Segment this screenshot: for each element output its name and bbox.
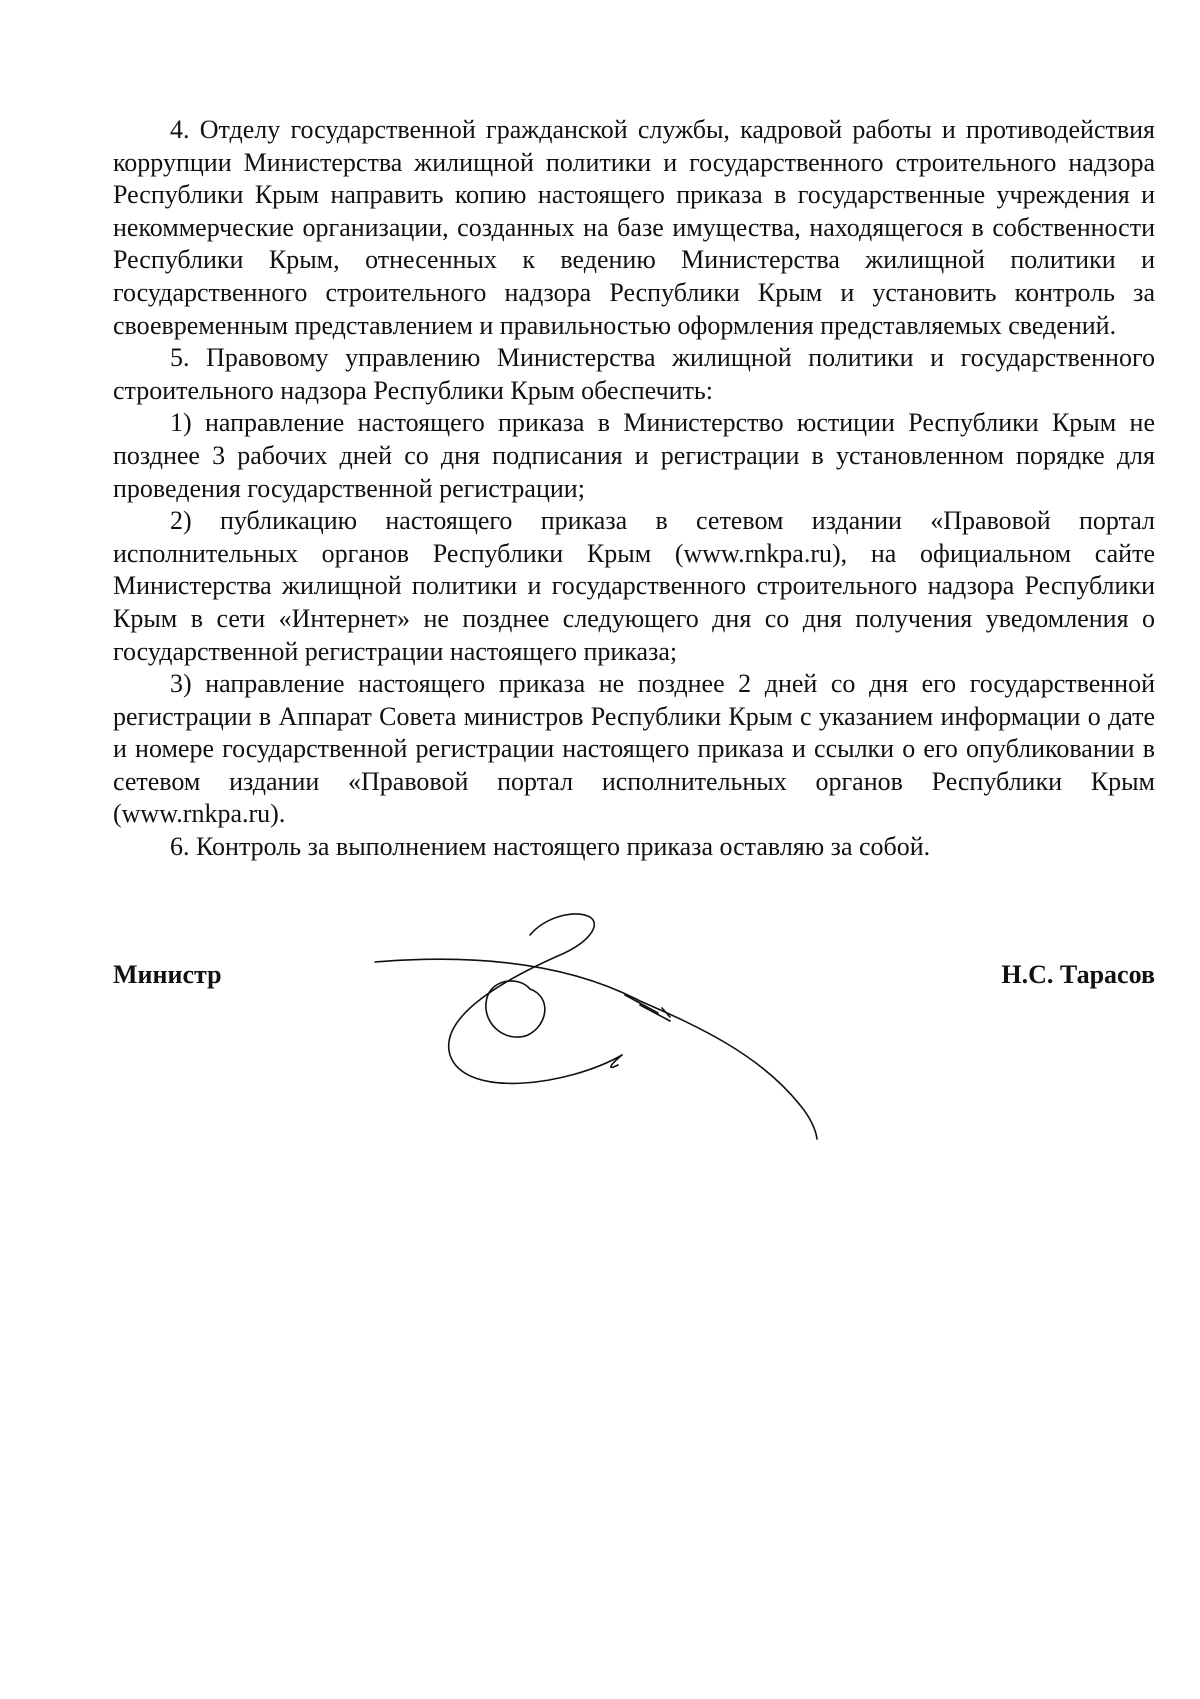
handwritten-signature bbox=[370, 905, 870, 1145]
paragraph-6: 6. Контроль за выполнением настоящего приказа оставляю за собой. bbox=[170, 832, 931, 862]
paragraph-4: 4. Отделу государственной гражданской службы, кадровой работы и противодействия коррупции Министерства жилищной политики и государственного строительного надзора Республики Крым направить копию настоящего приказа в государственные учреждения и некоммерческие организации, созданных на базе имущества, находящегося в собственности Республики Крым, отнесенных к ведению Министерства жилищной политики и государственного строительного надзора Республики Крым и установить контроль за своевременным представлением и правильностью оформления представляемых сведений. bbox=[113, 115, 1155, 340]
signer-name: Н.С. Тарасов bbox=[1001, 960, 1155, 989]
paragraph-5-item-1: 1) направление настоящего приказа в Министерство юстиции Республики Крым не позднее 3 рабочих дней со дня подписания и регистрации в установленном порядке для проведения государственной регистрации; bbox=[113, 408, 1155, 503]
signature-block bbox=[113, 960, 1155, 1000]
signer-position: Министр bbox=[113, 960, 222, 989]
paragraph-5-item-3: 3) направление настоящего приказа не позднее 2 дней со дня его государственной регистрации в Аппарат Совета министров Республики Крым с указанием информации о дате и номере государственной регистрации настоящего приказа и ссылки о его опубликовании в сетевом издании «Правовой портал исполнительных органов Республики Крым (www.rnkpa.ru). bbox=[113, 669, 1155, 829]
document-body bbox=[113, 114, 1155, 864]
paragraph-5-item-2: 2) публикацию настоящего приказа в сетевом издании «Правовой портал исполнительных органов Республики Крым (www.rnkpa.ru), на официальном сайте Министерства жилищной политики и государственного строительного надзора Республики Крым в сети «Интернет» не позднее следующего дня со дня получения уведомления о государственной регистрации настоящего приказа; bbox=[113, 506, 1155, 666]
paragraph-5: 5. Правовому управлению Министерства жилищной политики и государственного строительного надзора Республики Крым обеспечить: bbox=[113, 343, 1155, 405]
